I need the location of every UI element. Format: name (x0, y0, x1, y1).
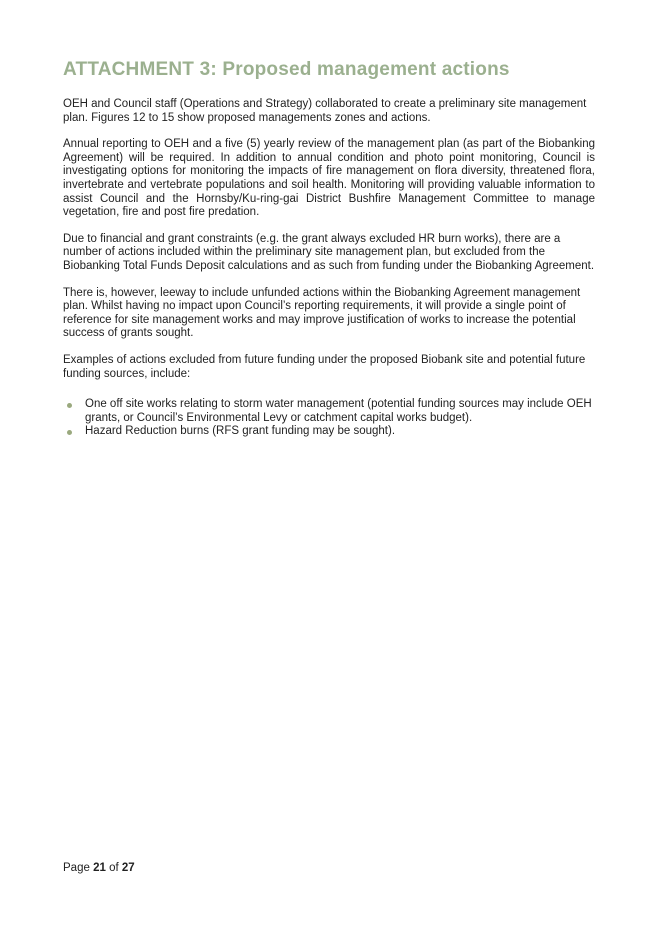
list-item (63, 398, 595, 425)
paragraph-examples-lead-in: Examples of actions excluded from future funding under the proposed Biobank site and potential future funding sources, include: (63, 353, 586, 380)
footer-page-number: 21 (93, 862, 106, 874)
bullet-list (63, 398, 595, 439)
bullet-icon (67, 430, 72, 435)
bullet-text: One off site works relating to storm water management (potential funding sources may include OEH grants, or Council’s Environmental Levy or catchment capital works budget). (85, 398, 592, 424)
footer-total-pages: 27 (121, 862, 135, 874)
page-heading: ATTACHMENT 3: Proposed management actions (63, 59, 510, 80)
footer-page-label: Page (63, 862, 90, 874)
bullet-text: Hazard Reduction burns (RFS grant funding may be sought). (85, 425, 396, 438)
bullet-icon (67, 403, 72, 408)
page-footer (63, 861, 135, 875)
paragraph-constraints: Due to financial and grant constraints (e.g. the grant always excluded HR burn works), there are a number of actions included within the preliminary site management plan, but excluded from the Biobanking Total Funds Deposit calculations and as such from funding under the Biobanking Agreement. (63, 232, 595, 272)
document-content (63, 58, 595, 439)
list-item (63, 425, 595, 439)
footer-of-label: of (109, 862, 119, 874)
paragraph-leeway: There is, however, leeway to include unfunded actions within the Biobanking Agreement management plan. Whilst having no impact upon Council’s reporting requirements, it will provide a single point of reference for site management works and may improve justification of works to increase the potential success of grants sought. (63, 286, 581, 340)
paragraph-annual-reporting: Annual reporting to OEH and a five (5) yearly review of the management plan (as part of the Biobanking Agreement) will be required. In addition to annual condition and photo point monitoring, Council is investigating options for monitoring the impacts of fire management on flora diversity, threatened flora, invertebrate and vertebrate populations and soil health. Monitoring will providing valuable information to assist Council and the Hornsby/Ku-ring-gai District Bushfire Management Committee to manage vegetation, fire and post fire predation. (63, 138, 595, 219)
paragraph-intro: OEH and Council staff (Operations and Strategy) collaborated to create a preliminary site management plan. Figures 12 to 15 show proposed managements zones and actions. (63, 98, 587, 124)
